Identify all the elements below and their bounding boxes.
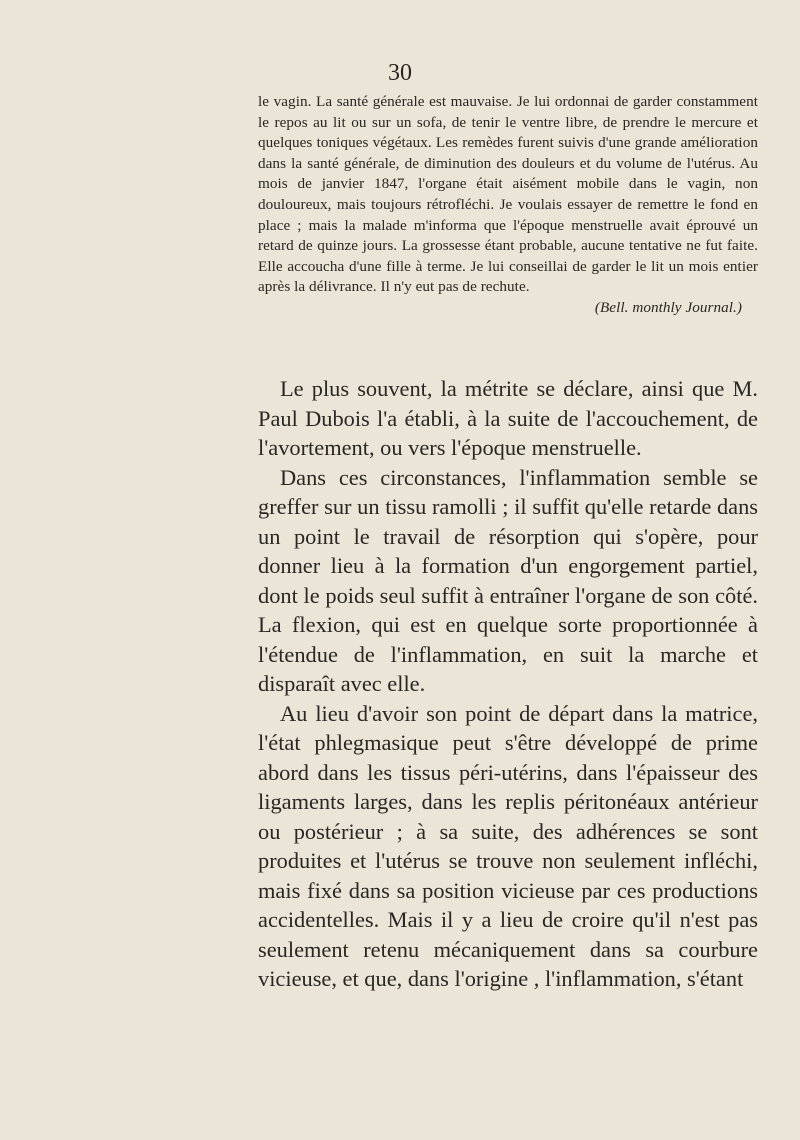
body-paragraph: Le plus souvent, la métrite se déclare, ainsi que M. Paul Dubois l'a établi, à la suite de l'accouchement, de l'avortement, ou vers l'époque menstruelle. — [258, 376, 758, 460]
body-paragraph: Dans ces circonstances, l'inflammation semble se greffer sur un tissu ramolli ; il suffit qu'elle retarde dans un point le travail de résorption qui s'opère, pour donner lieu à la formation d'un engorgement partiel, dont le poids seul suffit à entraîner l'organe de son côté. La flexion, qui est en quelque sorte proportionnée à l'étendue de l'inflammation, en suit la marche et disparaît avec elle. — [258, 464, 758, 696]
case-report-block — [258, 92, 758, 319]
case-report-paragraph: le vagin. La santé générale est mauvaise. Je lui ordonnai de garder constamment le repos au lit ou sur un sofa, de tenir le ventre libre, de prendre le mercure et quelques toniques végétaux. Les remèdes furent suivis d'une grande amélioration dans la santé générale, de diminution des douleurs et du volume de l'utérus. Au mois de janvier 1847, l'organe était aisément mobile dans le vagin, non douloureux, mais toujours rétrofléchi. Je voulais essayer de remettre le fond en place ; mais la malade m'informa que l'époque menstruelle avait éprouvé un retard de quinze jours. La grossesse étant probable, aucune tentative ne fut faite. Elle accoucha d'une fille à terme. Je lui conseillai de garder le lit un mois entier après la délivrance. Il n'y eut pas de rechute. — [258, 93, 758, 296]
page-number: 30 — [388, 60, 412, 86]
main-text-block — [258, 374, 758, 994]
body-paragraph: Au lieu d'avoir son point de départ dans la matrice, l'état phlegmasique peut s'être développé de prime abord dans les tissus péri-utérins, dans l'épaisseur des ligaments larges, dans les replis péritonéaux antérieur ou postérieur ; à sa suite, des adhérences se sont produites et l'utérus se trouve non seulement infléchi, mais fixé dans sa position vicieuse par ces productions accidentelles. Mais il y a lieu de croire qu'il n'est pas seulement retenu mécaniquement dans sa courbure vicieuse, et que, dans l'origine , l'inflammation, s'étant — [258, 700, 758, 991]
citation: (Bell. monthly Journal.) — [594, 298, 742, 316]
